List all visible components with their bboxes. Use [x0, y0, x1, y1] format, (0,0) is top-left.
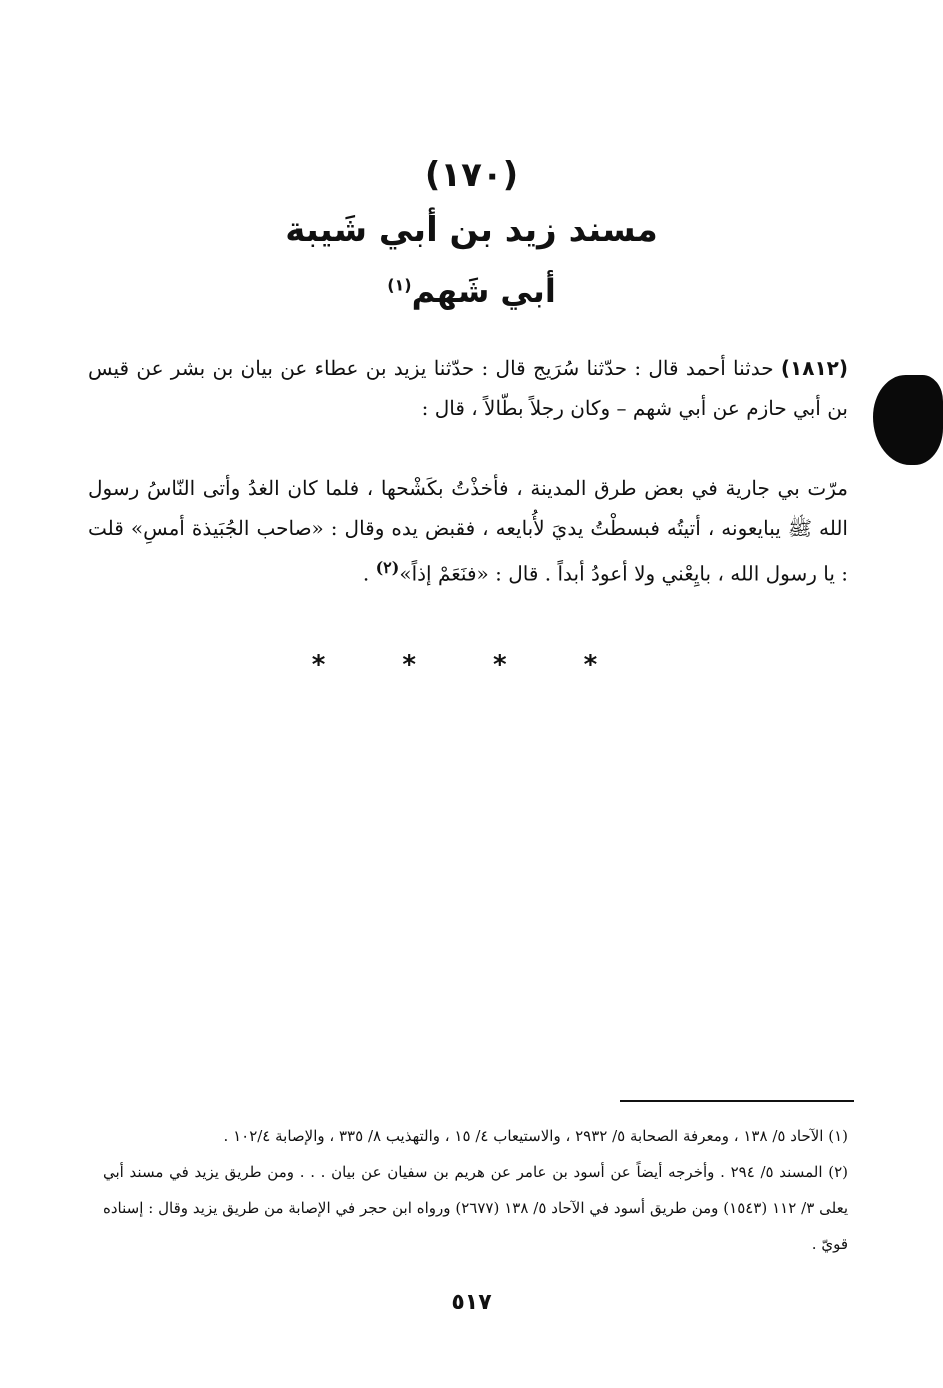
ink-blot-mark	[873, 375, 943, 465]
hadith-number: (١٨١٢)	[780, 356, 849, 380]
footnote-ref-2: (٢)	[375, 558, 400, 577]
chapter-number: (١٧٠)	[424, 155, 519, 195]
section-subtitle	[0, 272, 943, 310]
footnote-ref-1: (١)	[387, 275, 412, 295]
hadith-chain: حدثنا أحمد قال : حدّثنا سُرَيج قال : حدّثنا يزيد بن عطاء عن بيان بن بشر عن قيس بن أبي حازم عن أبي شهم – وكان رجلاً بطّالاً ، قال :	[88, 356, 848, 420]
hadith-text: مرّت بي جارية في بعض طرق المدينة ، فأخذْتُ بكَشْحها ، فلما كان الغدُ وأتى النّاسُ رسول الله ﷺ يبايعونه ، أتيتُه فبسطْتُ يديَ لأُبايعه ، فقبض يده وقال : «صاحب الجُبَيذة أمسِ» قلت : يا رسول الله ، بايِعْني ولا أعودُ أبداً . قال : «فنَعَمْ إذاً»	[88, 476, 848, 586]
footnote-2: (٢) المسند ٥/ ٢٩٤ . وأخرجه أيضاً عن أسود بن عامر عن هريم بن سفيان عن بيان . . . ومن طريق يزيد في مسند أبي يعلى ٣/ ١١٢ (١٥٤٣) ومن طريق أسود في الآحاد ٥/ ١٣٨ (٢٦٧٧) ورواه ابن حجر في الإصابة من طريق يزيد وقال : إسناده قويّ .	[103, 1163, 849, 1253]
hadith-chain-paragraph	[88, 348, 848, 428]
section-separator: * * * *	[311, 650, 632, 680]
section-title: مسند زيد بن أبي شَيبة	[285, 210, 658, 250]
footnote-1: (١) الآحاد ٥/ ١٣٨ ، ومعرفة الصحابة ٥/ ٢٩٣٢ ، والاستيعاب ٤/ ١٥ ، والتهذيب ٨/ ٣٣٥ ، والإصابة ١٠٢/٤ .	[223, 1127, 848, 1145]
page-number: ٥١٧	[451, 1290, 492, 1315]
hadith-text-paragraph	[88, 468, 848, 594]
footnote-divider	[620, 1100, 854, 1102]
hadith-text-end: .	[362, 561, 376, 586]
subtitle-text: أبي شَهم	[411, 272, 556, 310]
footnotes	[103, 1118, 848, 1262]
